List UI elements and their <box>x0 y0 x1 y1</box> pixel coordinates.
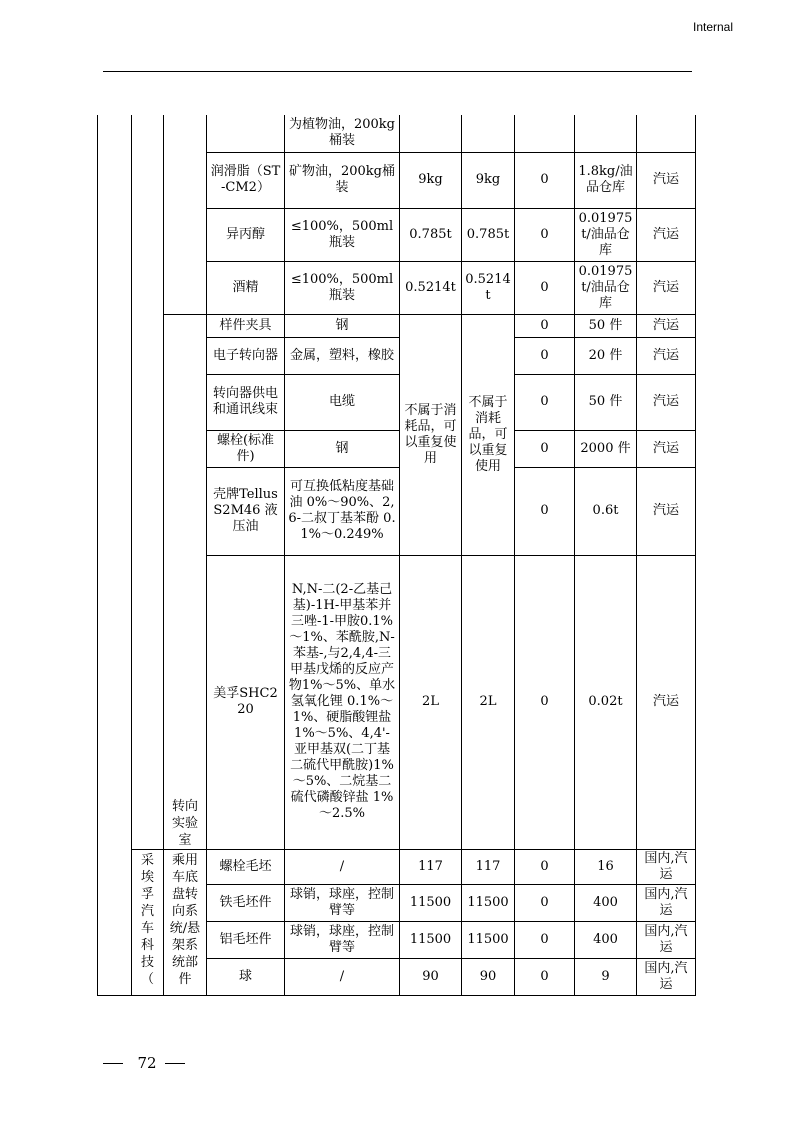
zero-cell: 0 <box>515 152 575 208</box>
qty-cell: 117 <box>462 849 515 884</box>
transport-cell: 汽运 <box>637 208 696 261</box>
zero-cell: 0 <box>515 958 575 995</box>
zero-cell: 0 <box>515 849 575 884</box>
qty-cell: 2L <box>400 555 462 849</box>
footer-dash-right <box>165 1063 185 1064</box>
material-name-cell: 润滑脂（ST-CM2） <box>207 152 285 208</box>
qty-cell: 90 <box>462 958 515 995</box>
company-cell: 采埃孚汽车科技（ <box>132 849 164 995</box>
lab-cell-top <box>164 115 207 314</box>
outer-left-cell <box>98 115 132 995</box>
transport-cell: 汽运 <box>637 430 696 467</box>
qty-cell: 0.5214t <box>462 261 515 314</box>
zero-cell: 0 <box>515 374 575 430</box>
storage-cell: 50 件 <box>575 374 637 430</box>
zero-cell: 0 <box>515 555 575 849</box>
zero-cell: 0 <box>515 261 575 314</box>
storage-cell <box>575 115 637 152</box>
storage-cell: 0.02t <box>575 555 637 849</box>
composition-cell: 金属，塑料，橡胶 <box>285 337 400 374</box>
composition-cell: / <box>285 958 400 995</box>
transport-cell: 汽运 <box>637 337 696 374</box>
transport-cell: 汽运 <box>637 555 696 849</box>
material-name-cell <box>207 115 285 152</box>
table-row <box>98 115 696 152</box>
composition-cell: ≤100%，500ml瓶装 <box>285 261 400 314</box>
zero-cell: 0 <box>515 467 575 555</box>
qty-cell: 11500 <box>462 884 515 921</box>
material-name-cell: 转向器供电和通讯线束 <box>207 374 285 430</box>
qty-cell: 9kg <box>400 152 462 208</box>
material-name-cell: 样件夹具 <box>207 314 285 337</box>
zero-cell: 0 <box>515 208 575 261</box>
material-name-cell: 铝毛坯件 <box>207 921 285 958</box>
composition-cell: 电缆 <box>285 374 400 430</box>
zero-cell: 0 <box>515 337 575 374</box>
storage-cell: 0.6t <box>575 467 637 555</box>
storage-cell: 20 件 <box>575 337 637 374</box>
transport-cell: 汽运 <box>637 467 696 555</box>
qty-cell: 9kg <box>462 152 515 208</box>
storage-cell: 2000 件 <box>575 430 637 467</box>
zero-cell: 0 <box>515 314 575 337</box>
material-name-cell: 美孚SHC220 <box>207 555 285 849</box>
non-consumable-cell: 不属于消耗品，可以重复使用 <box>400 314 462 555</box>
qty-cell <box>400 115 462 152</box>
transport-cell: 汽运 <box>637 314 696 337</box>
header-rule <box>103 71 692 72</box>
transport-cell: 汽运 <box>637 374 696 430</box>
material-name-cell: 电子转向器 <box>207 337 285 374</box>
transport-cell: 国内,汽运 <box>637 921 696 958</box>
composition-cell: 钢 <box>285 430 400 467</box>
transport-cell <box>637 115 696 152</box>
qty-cell: 90 <box>400 958 462 995</box>
transport-cell: 国内,汽运 <box>637 849 696 884</box>
material-name-cell: 螺栓毛坯 <box>207 849 285 884</box>
composition-cell: 矿物油，200kg桶装 <box>285 152 400 208</box>
storage-cell: 16 <box>575 849 637 884</box>
material-name-cell: 铁毛坯件 <box>207 884 285 921</box>
composition-cell: 为植物油，200kg桶装 <box>285 115 400 152</box>
storage-cell: 9 <box>575 958 637 995</box>
lab-cell: 转向实验室 <box>164 314 207 849</box>
materials-table <box>97 115 696 996</box>
material-name-cell: 异丙醇 <box>207 208 285 261</box>
non-consumable-cell: 不属于消耗品，可以重复使用 <box>462 314 515 555</box>
transport-cell: 国内,汽运 <box>637 884 696 921</box>
material-name-cell: 壳牌TellusS2M46 液压油 <box>207 467 285 555</box>
composition-cell: 球销，球座，控制臂等 <box>285 921 400 958</box>
parts-category-cell: 乘用车底盘转向系统/悬架系统部件 <box>164 849 207 995</box>
composition-cell: 可互换低粘度基础油 0%～90%、2,6-二叔丁基苯酚 0.1%～0.249% <box>285 467 400 555</box>
transport-cell: 汽运 <box>637 152 696 208</box>
zero-cell <box>515 115 575 152</box>
qty-cell: 11500 <box>400 921 462 958</box>
internal-label: Internal <box>693 20 734 34</box>
zero-cell: 0 <box>515 921 575 958</box>
storage-cell: 50 件 <box>575 314 637 337</box>
qty-cell: 0.785t <box>400 208 462 261</box>
qty-cell: 2L <box>462 555 515 849</box>
storage-cell: 400 <box>575 921 637 958</box>
composition-cell: 钢 <box>285 314 400 337</box>
table-row <box>98 314 696 337</box>
storage-cell: 1.8kg/油品仓库 <box>575 152 637 208</box>
page-number: 72 <box>137 1054 157 1072</box>
storage-cell: 400 <box>575 884 637 921</box>
qty-cell: 0.5214t <box>400 261 462 314</box>
material-name-cell: 螺栓(标准件) <box>207 430 285 467</box>
composition-cell: / <box>285 849 400 884</box>
zero-cell: 0 <box>515 430 575 467</box>
composition-cell: N,N-二(2-乙基己基)-1H-甲基苯并三唑-1-甲胺0.1%～1%、苯酰胺,N-苯基-,与2,4,4-三甲基戊烯的反应产物1%～5%、单水氢氧化锂 0.1%～1%、硬脂酸锂盐1%～5%、4,4'-亚甲基双(二丁基二硫代甲酰胺)1%～5%、二烷基二硫代磷酸锌盐 1%～2.5% <box>285 555 400 849</box>
qty-cell: 11500 <box>400 884 462 921</box>
footer-dash-left <box>103 1063 123 1064</box>
qty-cell: 0.785t <box>462 208 515 261</box>
transport-cell: 国内,汽运 <box>637 958 696 995</box>
qty-cell: 11500 <box>462 921 515 958</box>
composition-cell: ≤100%，500ml瓶装 <box>285 208 400 261</box>
storage-cell: 0.01975t/油品仓库 <box>575 208 637 261</box>
material-name-cell: 球 <box>207 958 285 995</box>
table-row <box>98 849 696 884</box>
transport-cell: 汽运 <box>637 261 696 314</box>
qty-cell <box>462 115 515 152</box>
zero-cell: 0 <box>515 884 575 921</box>
composition-cell: 球销，球座，控制臂等 <box>285 884 400 921</box>
storage-cell: 0.01975t/油品仓库 <box>575 261 637 314</box>
material-name-cell: 酒精 <box>207 261 285 314</box>
company-cell-top <box>132 115 164 849</box>
qty-cell: 117 <box>400 849 462 884</box>
